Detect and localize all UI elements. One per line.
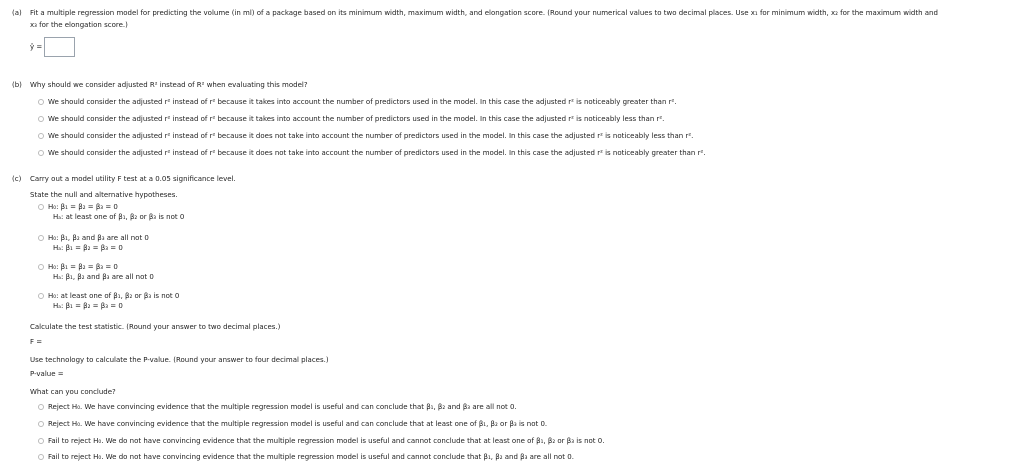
option-text: Reject H₀. We have convincing evidence that the multiple regression model is useful and can conclude that β₁, β₂ and β₃ are all not 0. bbox=[48, 403, 517, 411]
conclusion-option-1[interactable] bbox=[38, 403, 517, 411]
h0-text: H₀: β₁, β₂ and β₃ are all not 0 bbox=[48, 234, 149, 242]
test-statistic-prompt: Calculate the test statistic. (Round your answer to two decimal places.) bbox=[30, 323, 281, 331]
radio-icon[interactable] bbox=[38, 421, 44, 427]
yhat-input[interactable] bbox=[44, 37, 75, 57]
part-a-label: (a) bbox=[12, 9, 22, 17]
option-text: Reject H₀. We have convincing evidence that the multiple regression model is useful and can conclude that at least one of β₁, β₂ or β₃ is not 0. bbox=[48, 420, 548, 428]
h0-text: H₀: β₁ = β₂ = β₃ = 0 bbox=[48, 203, 118, 211]
part-b-label: (b) bbox=[12, 81, 22, 89]
conclusion-option-3[interactable] bbox=[38, 437, 604, 445]
option-text: Fail to reject H₀. We do not have convincing evidence that the multiple regression model is useful and cannot conclude that β₁, β₂ and β₃ are all not 0. bbox=[48, 453, 574, 461]
option-text: We should consider the adjusted r² instead of r² because it does not take into account the number of predictors used in the model. In this case the adjusted r² is noticeably greater than r². bbox=[48, 149, 706, 157]
hypothesis-option-3[interactable] bbox=[38, 263, 154, 281]
part-c-intro: Carry out a model utility F test at a 0.05 significance level. bbox=[30, 175, 236, 183]
radio-icon[interactable] bbox=[38, 133, 44, 139]
radio-icon[interactable] bbox=[38, 116, 44, 122]
part-a-instructions-line2: x₃ for the elongation score.) bbox=[30, 21, 128, 29]
part-c-label: (c) bbox=[12, 175, 22, 183]
part-b-option-4[interactable] bbox=[38, 149, 706, 157]
hypotheses-prompt: State the null and alternative hypotheses. bbox=[30, 191, 178, 199]
part-b-question: Why should we consider adjusted R² instead of R² when evaluating this model? bbox=[30, 81, 308, 89]
part-b-option-3[interactable] bbox=[38, 132, 693, 140]
part-b-option-1[interactable] bbox=[38, 98, 677, 106]
radio-icon[interactable] bbox=[38, 99, 44, 105]
radio-icon[interactable] bbox=[38, 404, 44, 410]
option-text: We should consider the adjusted r² instead of r² because it does not take into account the number of predictors used in the model. In this case the adjusted r² is noticeably less than r². bbox=[48, 132, 694, 140]
f-input[interactable] bbox=[46, 334, 86, 348]
part-a-instructions-line1: Fit a multiple regression model for predicting the volume (in ml) of a package based on its minimum width, maximum width, and elongation score. (Round your numerical values to two decimal places. Use x₁ for minimum width, x₂ for the maximum width and bbox=[30, 9, 938, 17]
h0-text: H₀: at least one of β₁, β₂ or β₃ is not 0 bbox=[48, 292, 180, 300]
ha-text: Hₐ: β₁ = β₂ = β₃ = 0 bbox=[53, 302, 123, 310]
radio-icon[interactable] bbox=[38, 150, 44, 156]
option-text: We should consider the adjusted r² instead of r² because it takes into account the number of predictors used in the model. In this case the adjusted r² is noticeably greater than r². bbox=[48, 98, 677, 106]
radio-icon[interactable] bbox=[38, 204, 44, 210]
hypothesis-option-2[interactable] bbox=[38, 234, 149, 252]
radio-icon[interactable] bbox=[38, 264, 44, 270]
radio-icon[interactable] bbox=[38, 293, 44, 299]
p-value-input[interactable] bbox=[68, 366, 108, 380]
yhat-label: ŷ = bbox=[30, 43, 43, 51]
ha-text: Hₐ: β₁, β₂ and β₃ are all not 0 bbox=[53, 273, 154, 281]
conclusion-option-2[interactable] bbox=[38, 420, 547, 428]
conclusion-option-4[interactable] bbox=[38, 453, 574, 461]
option-text: We should consider the adjusted r² instead of r² because it takes into account the number of predictors used in the model. In this case the adjusted r² is noticeably less than r². bbox=[48, 115, 665, 123]
radio-icon[interactable] bbox=[38, 438, 44, 444]
part-b-option-2[interactable] bbox=[38, 115, 664, 123]
radio-icon[interactable] bbox=[38, 235, 44, 241]
p-value-prompt: Use technology to calculate the P-value. (Round your answer to four decimal places.) bbox=[30, 356, 329, 364]
ha-text: Hₐ: β₁ = β₂ = β₃ = 0 bbox=[53, 244, 123, 252]
hypothesis-option-1[interactable] bbox=[38, 203, 184, 221]
p-value-label: P-value = bbox=[30, 370, 64, 378]
h0-text: H₀: β₁ = β₂ = β₃ = 0 bbox=[48, 263, 118, 271]
hypothesis-option-4[interactable] bbox=[38, 292, 179, 310]
ha-text: Hₐ: at least one of β₁, β₂ or β₃ is not 0 bbox=[53, 213, 185, 221]
conclusion-prompt: What can you conclude? bbox=[30, 388, 116, 396]
option-text: Fail to reject H₀. We do not have convincing evidence that the multiple regression model is useful and cannot conclude that at least one of β₁, β₂ or β₃ is not 0. bbox=[48, 437, 605, 445]
f-label: F = bbox=[30, 338, 43, 346]
radio-icon[interactable] bbox=[38, 454, 44, 460]
